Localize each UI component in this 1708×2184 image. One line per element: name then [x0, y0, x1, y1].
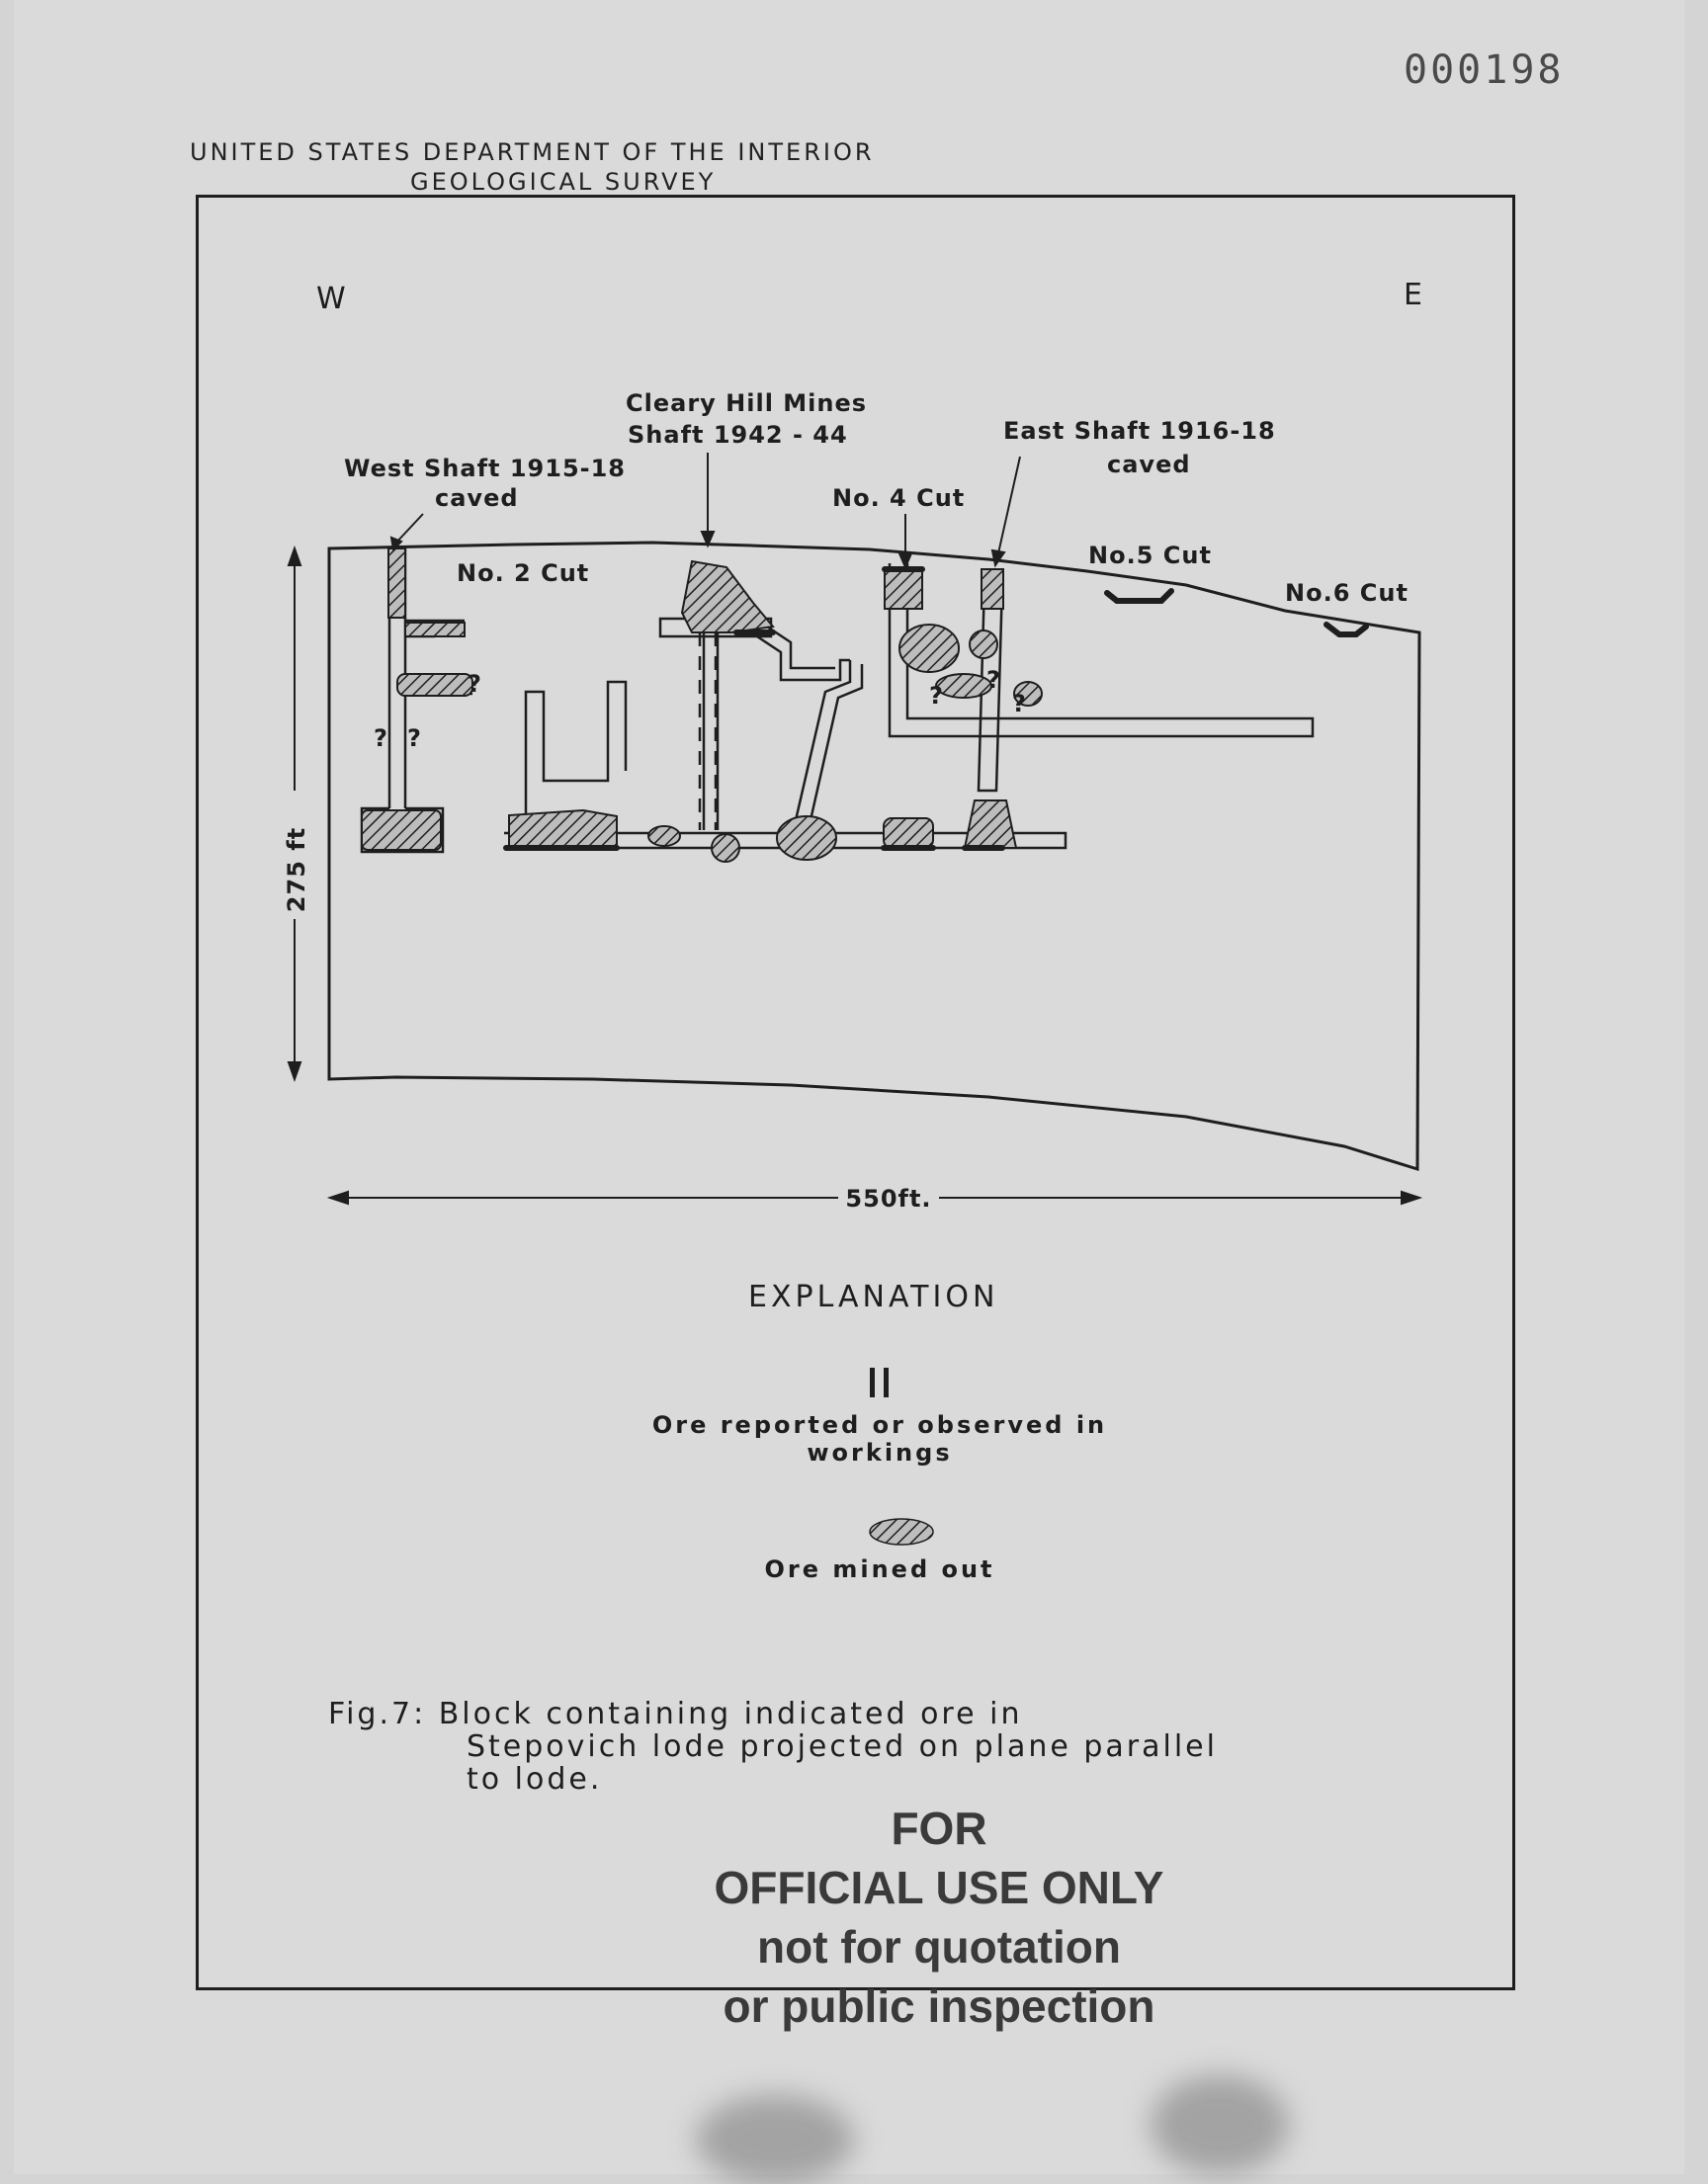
- raise-to-cut4: [796, 660, 862, 820]
- depth-arrow-top: [289, 548, 300, 565]
- bottom-ore-east: [965, 800, 1016, 848]
- east-shaft-ore: [982, 569, 1003, 609]
- west-ore-lens-1: [405, 623, 465, 636]
- stamp-line-2: OFFICIAL USE ONLY: [714, 1862, 1164, 1913]
- agency-department: UNITED STATES DEPARTMENT OF THE INTERIOR: [190, 138, 875, 166]
- cleary-ore: [682, 561, 773, 632]
- east-shaft-leader: [998, 457, 1020, 553]
- cleary-shaft-projection: [700, 632, 716, 830]
- caption-line-3: to lode.: [467, 1762, 603, 1797]
- bottom-ore-pod: [712, 834, 739, 862]
- official-use-stamp: [554, 1799, 1324, 2036]
- cleary-hill-label: Cleary Hill Mines: [626, 389, 868, 417]
- depth-dimension-label: 275 ft: [283, 826, 310, 913]
- legend-label-ore-mined-out: Ore mined out: [764, 1555, 995, 1583]
- bottom-ore-small: [648, 826, 680, 846]
- cut-5-label: No.5 Cut: [1088, 542, 1212, 569]
- cut5-ore-line: [1107, 591, 1171, 601]
- ore-mined-out-icon: [870, 1519, 933, 1545]
- east-shaft-arrowhead: [992, 550, 1004, 565]
- width-arrow-left: [330, 1192, 348, 1204]
- depth-arrow-bottom: [289, 1062, 300, 1079]
- middle-ore-lens: [936, 674, 991, 698]
- bottom-ore-center: [777, 816, 836, 860]
- stamp-line-4: or public inspection: [723, 1980, 1155, 2032]
- direction-west-label: W: [316, 282, 346, 316]
- reported-ore-icon: [868, 1368, 892, 1397]
- east-shaft-status: caved: [1107, 451, 1191, 478]
- west-shaft-leader: [395, 514, 423, 544]
- question-mark: ?: [929, 682, 944, 710]
- cut6-ore-line: [1326, 625, 1366, 634]
- winze-right: [608, 682, 626, 771]
- width-arrow-right: [1402, 1192, 1419, 1204]
- explanation-title: EXPLANATION: [748, 1280, 999, 1314]
- stamp-line-3: not for quotation: [757, 1921, 1121, 1973]
- question-mark: ?: [986, 666, 1001, 694]
- bottom-ore-west: [509, 810, 617, 848]
- question-mark: ?: [374, 724, 388, 752]
- cut4-ore-lens: [899, 625, 959, 672]
- west-bottom-ore: [362, 810, 441, 850]
- block-outline: [329, 543, 1419, 1169]
- cut-2-label: No. 2 Cut: [457, 559, 590, 587]
- cut-6-label: No.6 Cut: [1285, 579, 1409, 607]
- east-shaft-label: East Shaft 1916-18: [1003, 417, 1276, 445]
- cut4-ore: [885, 569, 922, 609]
- stamp-line-1: FOR: [891, 1803, 987, 1854]
- figure-caption: [328, 1698, 1218, 1796]
- west-ore-lens-2: [397, 674, 472, 696]
- width-dimension-label: 550ft.: [845, 1185, 932, 1213]
- bottom-ore-cut4: [884, 818, 933, 848]
- direction-east-label: E: [1404, 278, 1422, 312]
- document-number: 000198: [1404, 47, 1565, 93]
- caption-line-1: Fig.7: Block containing indicated ore in: [328, 1697, 1023, 1731]
- question-mark: ?: [407, 724, 422, 752]
- depth-dimension: [289, 548, 300, 1079]
- east-ore-lens: [970, 630, 997, 658]
- question-mark: ?: [468, 670, 482, 698]
- cut-4-label: No. 4 Cut: [832, 484, 966, 512]
- cut-4-arrowhead: [899, 553, 911, 567]
- reported-ore-bar: [870, 1368, 875, 1397]
- agency-survey: GEOLOGICAL SURVEY: [410, 168, 717, 196]
- reported-ore-bar: [884, 1368, 889, 1397]
- caption-line-2: Stepovich lode projected on plane parallel: [467, 1729, 1218, 1764]
- question-mark: ?: [1012, 690, 1027, 717]
- cleary-hill-shaft-years: Shaft 1942 - 44: [628, 421, 848, 449]
- west-shaft-ore: [388, 548, 405, 618]
- west-shaft-label: West Shaft 1915-18: [344, 455, 626, 482]
- legend-label-reported-ore: Ore reported or observed in workings: [651, 1411, 1108, 1467]
- west-shaft-status: caved: [435, 484, 519, 512]
